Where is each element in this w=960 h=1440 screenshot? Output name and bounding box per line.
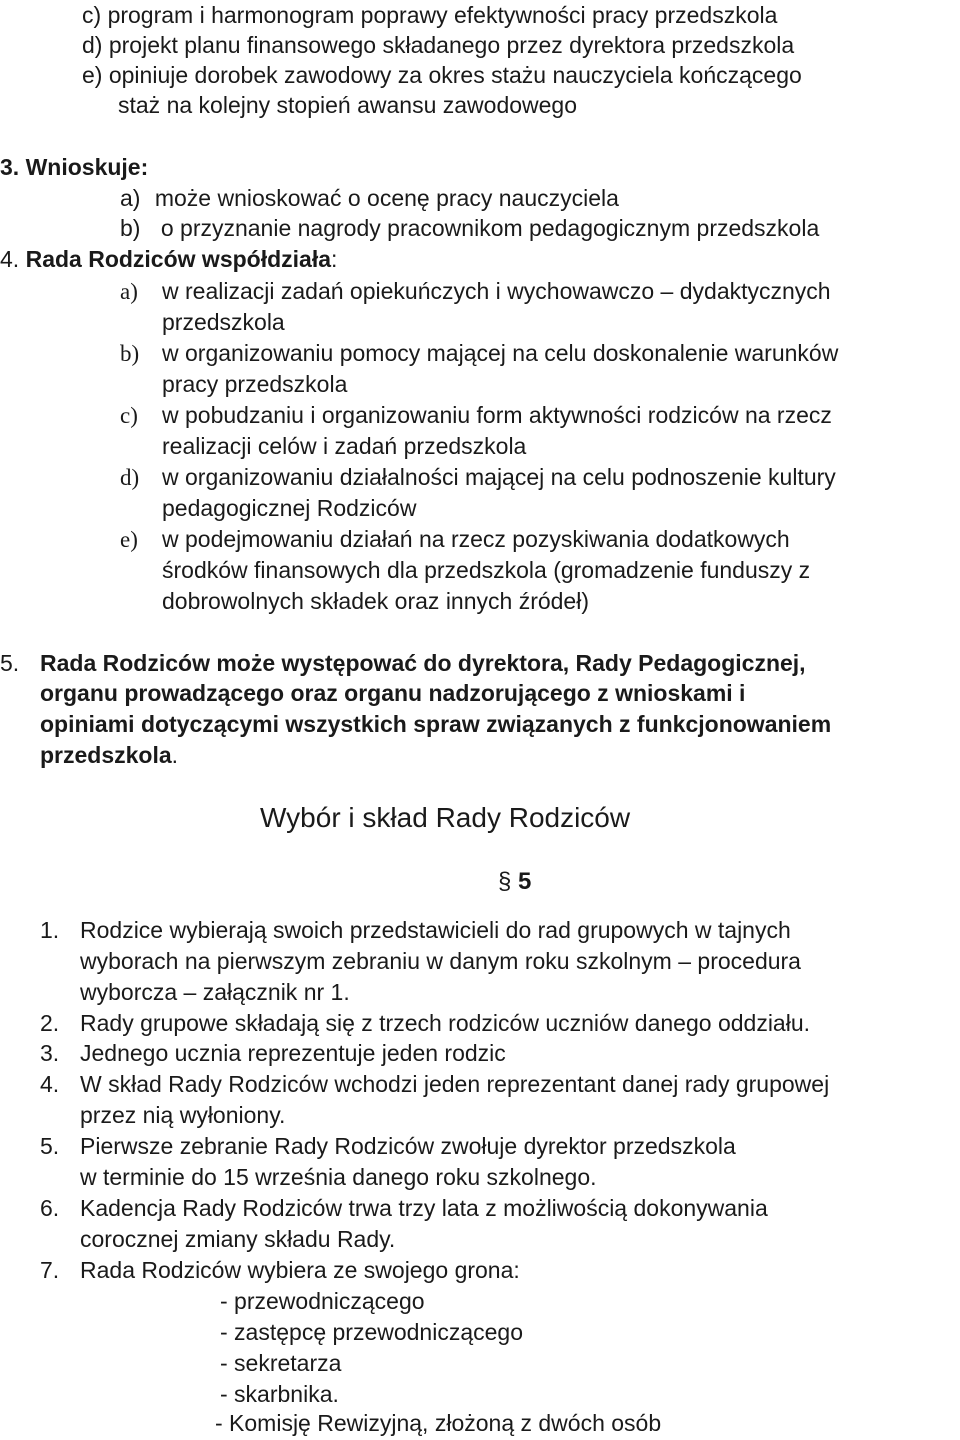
paragraph-number: 5: [518, 868, 532, 895]
list-item: [82, 60, 802, 90]
paragraph-symbol: [498, 867, 531, 897]
list-item: [82, 30, 794, 60]
item-marker: e): [82, 62, 103, 88]
section-heading: Wybór i skład Rady Rodziców: [260, 802, 631, 833]
section-title: Rada Rodziców współdziała: [25, 246, 332, 272]
numbered-marker: 7.: [40, 1257, 60, 1283]
numbered-text: Kadencja Rady Rodziców trwa trzy lata z możliwością dokonywania: [80, 1195, 768, 1221]
item-marker: e): [120, 527, 138, 552]
section-5-number: 5.: [0, 650, 20, 676]
item-continuation: pedagogicznej Rodziców: [162, 495, 417, 521]
section-title: Wnioskuje:: [25, 154, 149, 180]
item-continuation: pracy przedszkola: [162, 371, 348, 397]
section-5-line: Rada Rodziców może występować do dyrektora, Rady Pedagogicznej,: [40, 650, 806, 676]
numbered-continuation: w terminie do 15 września danego roku szkolnego.: [80, 1164, 597, 1190]
numbered-text: Pierwsze zebranie Rady Rodziców zwołuje dyrektor przedszkola: [80, 1133, 736, 1159]
item-text: w organizowaniu działalności mającej na celu podnoszenie kultury: [162, 464, 836, 490]
numbered-marker: 6.: [40, 1195, 60, 1221]
section-number: 4.: [0, 246, 20, 272]
numbered-continuation: przez nią wyłoniony.: [80, 1102, 286, 1128]
section-4-heading: [0, 244, 337, 274]
numbered-marker: 4.: [40, 1071, 60, 1097]
numbered-continuation: wyborcza – załącznik nr 1.: [80, 979, 350, 1005]
section-3-heading: [0, 152, 148, 182]
item-marker: d): [120, 465, 140, 490]
role-item: - zastępcę przewodniczącego: [220, 1319, 523, 1345]
numbered-marker: 3.: [40, 1040, 60, 1066]
section-5-line: opiniami dotyczącymi wszystkich spraw związanych z funkcjonowaniem: [40, 711, 832, 737]
list-item: [120, 524, 138, 555]
item-continuation: środków finansowych dla przedszkola (gromadzenie funduszy z: [162, 557, 811, 583]
role-item: - Komisję Rewizyjną, złożoną z dwóch osób: [215, 1410, 662, 1436]
item-text: projekt planu finansowego składanego przez dyrektora przedszkola: [108, 32, 795, 58]
list-item: [120, 462, 139, 493]
numbered-marker: 5.: [40, 1133, 60, 1159]
numbered-text: W skład Rady Rodziców wchodzi jeden reprezentant danej rady grupowej: [80, 1071, 830, 1097]
numbered-text: Rada Rodziców wybiera ze swojego grona:: [80, 1257, 520, 1283]
numbered-continuation: wyborach na pierwszym zebraniu w danym roku szkolnym – procedura: [80, 948, 801, 974]
list-item: [120, 183, 619, 213]
role-item: - skarbnika.: [220, 1381, 339, 1407]
item-text: opiniuje dorobek zawodowy za okres stażu nauczyciela kończącego: [108, 62, 802, 88]
item-text: w organizowaniu pomocy mającej na celu doskonalenie warunków: [162, 340, 839, 366]
role-item: - sekretarza: [220, 1350, 342, 1376]
numbered-text: Jednego ucznia reprezentuje jeden rodzic: [80, 1040, 506, 1066]
item-marker: c): [82, 2, 102, 28]
list-item: [120, 338, 139, 369]
numbered-marker: 2.: [40, 1010, 60, 1036]
item-marker: a): [120, 279, 138, 304]
item-text: w realizacji zadań opiekuńczych i wychowawczo – dydaktycznych: [162, 278, 831, 304]
item-text: o przyznanie nagrody pracownikom pedagogicznym przedszkola: [160, 215, 820, 241]
numbered-text: Rady grupowe składają się z trzech rodziców uczniów danego oddziału.: [80, 1010, 811, 1036]
item-text: w podejmowaniu działań na rzecz pozyskiwania dodatkowych: [162, 526, 790, 552]
item-text: w pobudzaniu i organizowaniu form aktywności rodziców na rzecz: [162, 402, 832, 428]
section-sign: §: [498, 868, 512, 895]
section-5-line: organu prowadzącego oraz organu nadzorującego z wnioskami i: [40, 680, 746, 706]
list-item: [82, 0, 777, 30]
list-item: [120, 276, 138, 307]
item-continuation: przedszkola: [162, 309, 285, 335]
item-marker: a): [120, 185, 141, 211]
section-colon: :: [331, 246, 338, 272]
item-text: program i harmonogram poprawy efektywności pracy przedszkola: [107, 2, 778, 28]
numbered-continuation: corocznej zmiany składu Rady.: [80, 1226, 396, 1252]
item-marker: d): [82, 32, 103, 58]
item-continuation: dobrowolnych składek oraz innych źródeł): [162, 588, 589, 614]
item-marker: c): [120, 403, 138, 428]
numbered-marker: 1.: [40, 917, 60, 943]
section-number: 3.: [0, 154, 20, 180]
item-marker: b): [120, 341, 140, 366]
item-continuation: realizacji celów i zadań przedszkola: [162, 433, 527, 459]
numbered-text: Rodzice wybierają swoich przedstawicieli do rad grupowych w tajnych: [80, 917, 791, 943]
item-text: może wnioskować o ocenę pracy nauczyciela: [154, 185, 619, 211]
item-marker: b): [120, 215, 141, 241]
list-item: [120, 400, 138, 431]
list-item: [120, 213, 819, 243]
item-continuation: staż na kolejny stopień awansu zawodowego: [118, 92, 578, 118]
section-5-line: przedszkola.: [40, 742, 179, 768]
role-item: - przewodniczącego: [220, 1288, 425, 1314]
